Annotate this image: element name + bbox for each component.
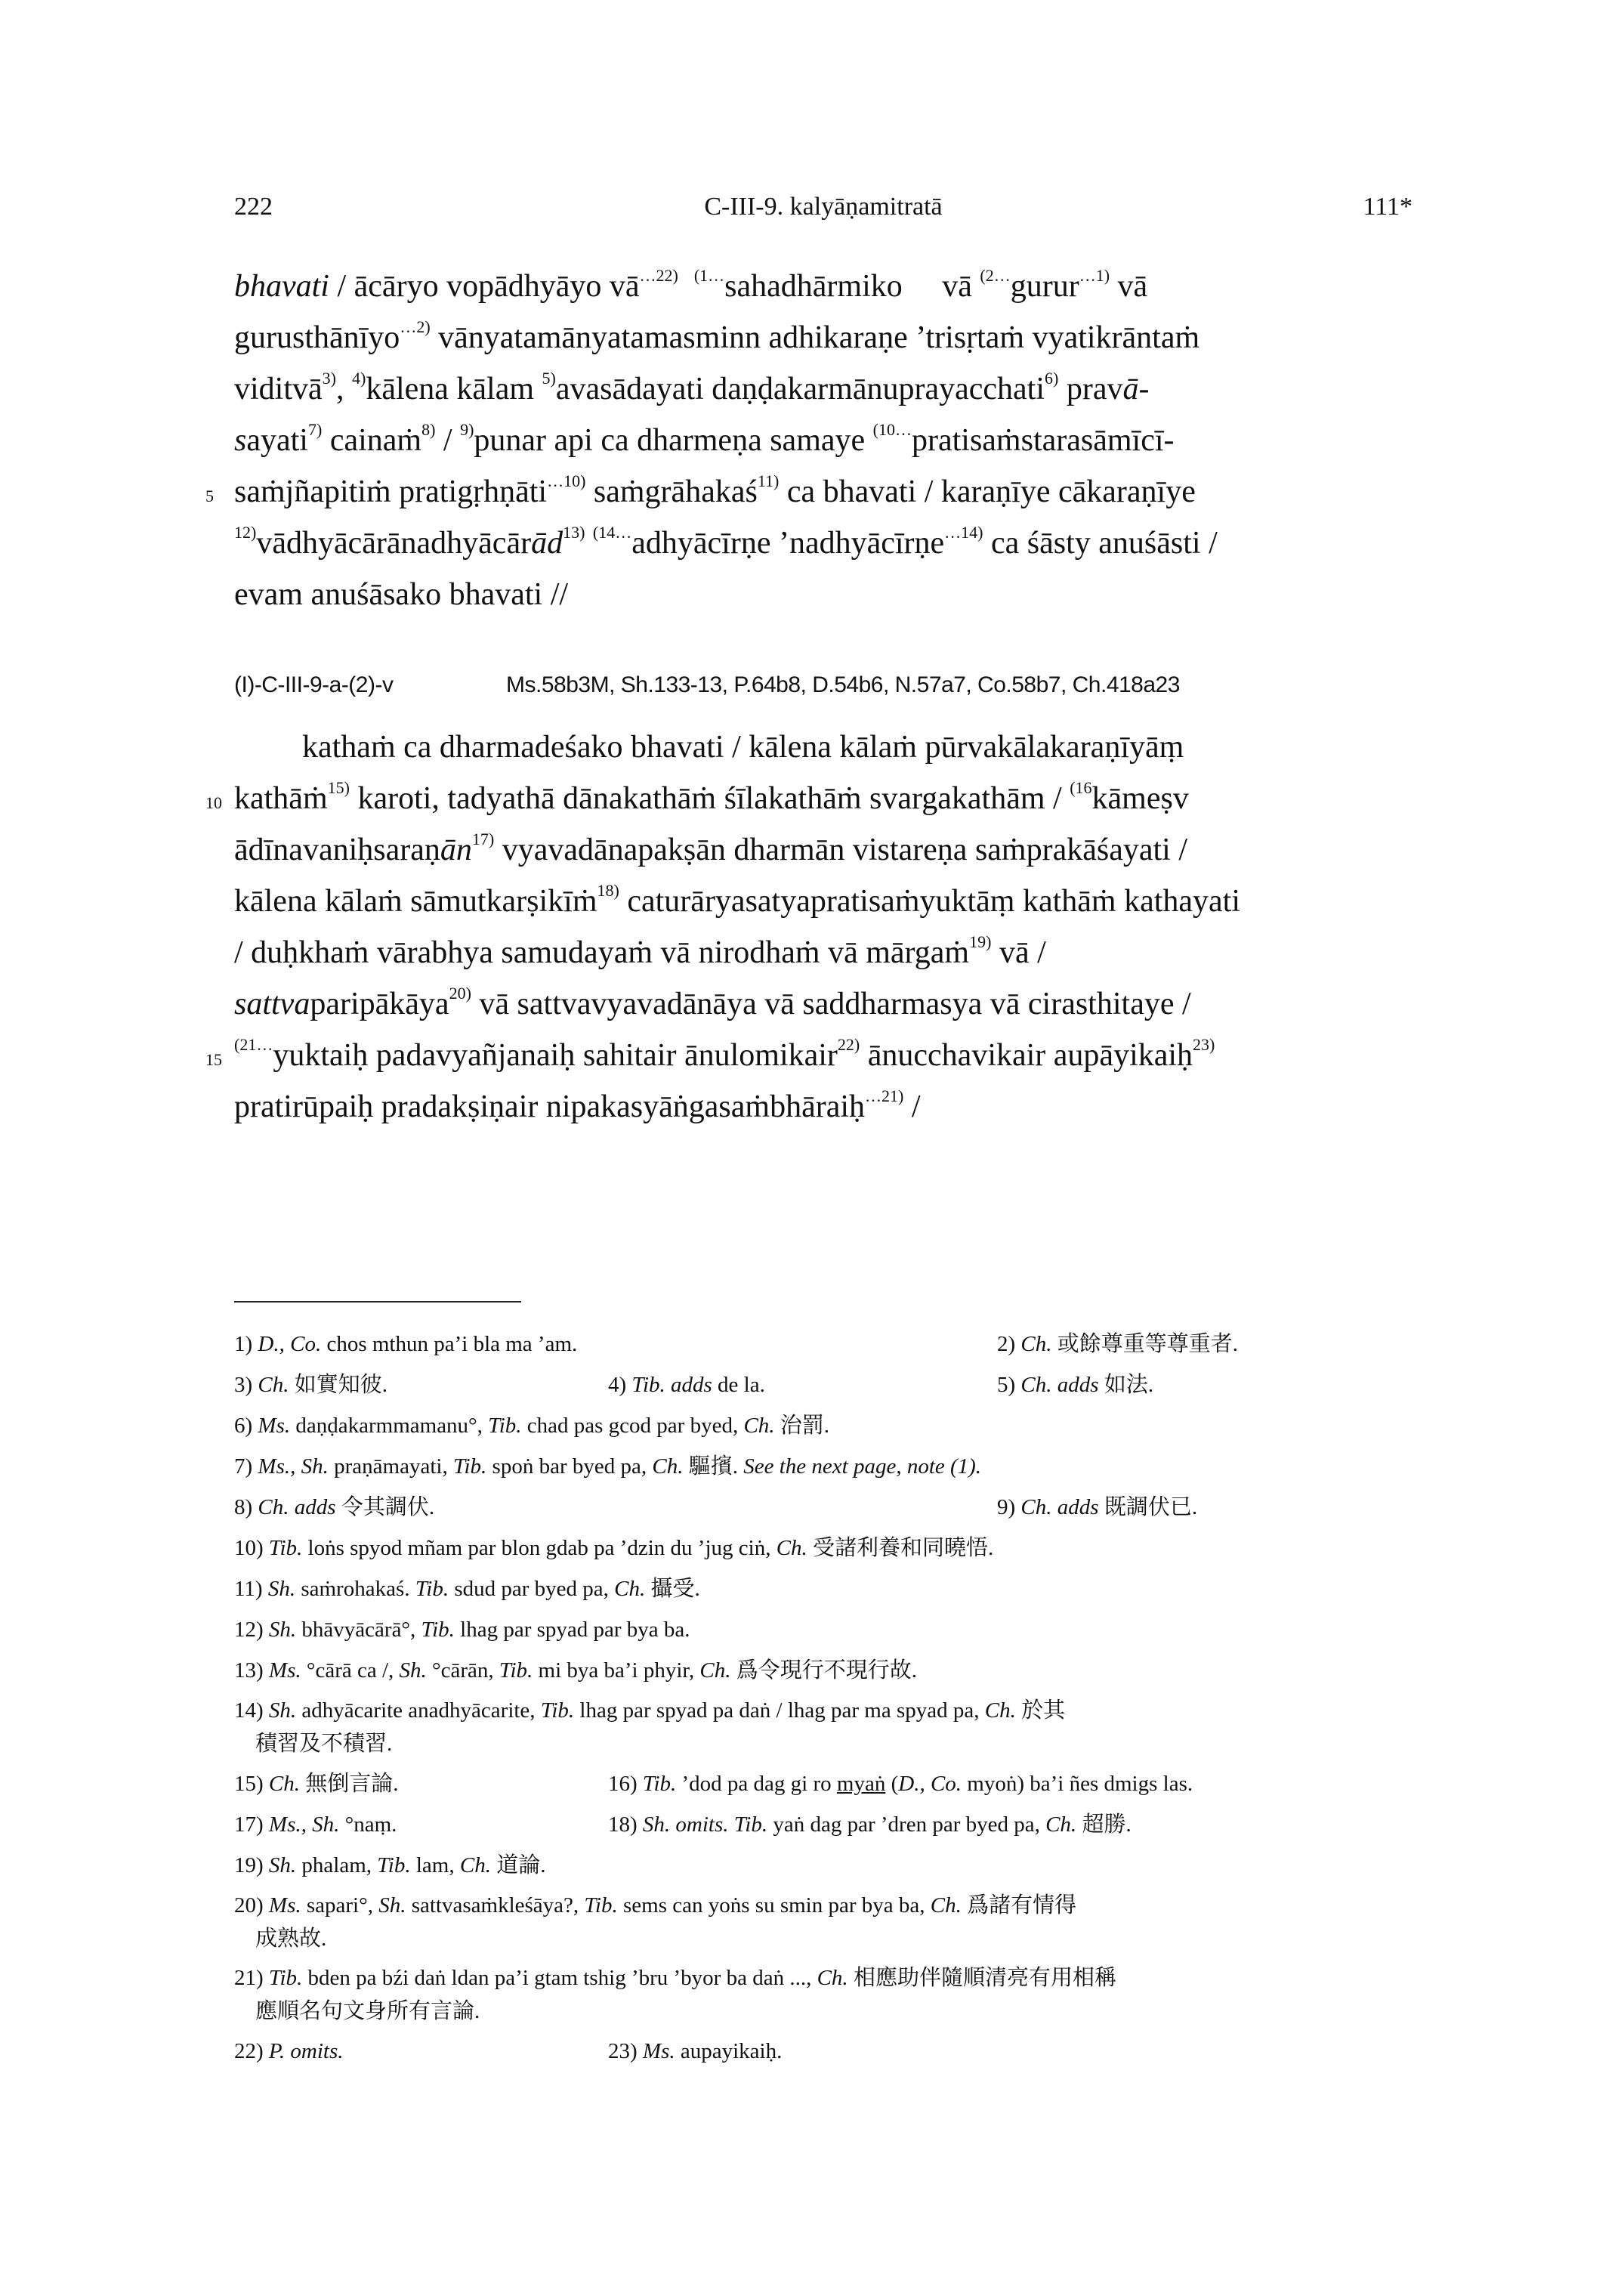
paragraph1-line-text: sayati$^{7)}$ cainaṁ$^{8)}$ / $^{9)}$punar api ca dharmeṇa samaye $^{(10\dots}$pratisaṁstarasāmīcī- bbox=[234, 420, 1175, 458]
footnote-continuation: 積習及不積習. bbox=[255, 1732, 393, 1756]
footnotes bbox=[234, 1324, 1428, 2072]
footnote: 20) Ms. sapari°, Sh. sattvasaṁkleśāya?, Tib. sems can yoṅs su smin par bya ba, Ch. 爲諸有情得 成熟故. bbox=[234, 1886, 1428, 1955]
footnote: 21) Tib. bden pa bźi daṅ ldan pa’i gtam tshig ’bru ’byor ba daṅ ..., Ch. 相應助伴隨順清亮有用相稱 應順名句文身所有言論. bbox=[234, 1958, 1428, 2028]
footnote: 3) Ch. 如實知彼. bbox=[234, 1373, 388, 1397]
footnote-row bbox=[234, 1763, 1428, 1804]
footnote: 5) Ch. adds 如法. bbox=[997, 1373, 1154, 1397]
line-number: 15 bbox=[205, 1050, 222, 1069]
footnote: 2) Ch. 或餘尊重等尊重者. bbox=[997, 1332, 1239, 1356]
paragraph2-line bbox=[234, 824, 1413, 876]
paragraph1-line bbox=[234, 415, 1413, 466]
line-number: 5 bbox=[205, 487, 214, 505]
paragraph2-line-text: / duḥkhaṁ vārabhya samudayaṁ vā nirodhaṁ vā mārgaṁ$^{19)}$ vā / bbox=[234, 932, 1046, 970]
paragraph1-line bbox=[205, 466, 1413, 518]
paragraph1-line-text: gurusthānīyo$^{\dots 2)}$ vānyatamānyatamasminn adhikaraṇe ’trisṛtaṁ vyatikrāntaṁ bbox=[234, 317, 1200, 355]
line-number: 10 bbox=[205, 793, 222, 812]
footnote: 16) Tib. ’dod pa dag gi ro myaṅ (D., Co. myoṅ) ba’i ñes dmigs las. bbox=[608, 1772, 1193, 1796]
paragraph1-line-text: $^{12)}$vādhyācārānadhyācārād$^{13)}$ $^{(14\dots}$adhyācīrṇe ’nadhyācīrṇe$^{\dots 14)}$ ca śāsty anuśāsti / bbox=[234, 523, 1218, 561]
footnote-row bbox=[234, 1609, 1428, 1650]
footnote-row bbox=[234, 1691, 1428, 1763]
paragraph2-line-text: ādīnavaniḥsaraṇān$^{17)}$ vyavadānapakṣān dharmān vistareṇa saṁprakāśayati / bbox=[234, 830, 1188, 867]
footnote-row bbox=[234, 1650, 1428, 1691]
paragraph2-line-text: kathāṁ$^{15)}$ karoti, tadyathā dānakathāṁ śīlakathāṁ svargakathām / $^{(16}$kāmeṣv bbox=[234, 778, 1189, 816]
sanskrit-paragraph-1 bbox=[205, 261, 1413, 620]
footnote: 14) Sh. adhyācarite anadhyācarite, Tib. lhag par spyad pa daṅ / lhag par ma spyad pa, Ch. 於其 積習及不積習. bbox=[234, 1691, 1428, 1760]
paragraph1-line-text: evam anuśāsako bhavati // bbox=[234, 577, 569, 612]
footnote: 6) Ms. daṇḍakarmmamanu°, Tib. chad pas gcod par byed, Ch. 治罰. bbox=[234, 1414, 830, 1438]
paragraph1-line bbox=[234, 261, 1413, 312]
sanskrit-paragraph-2 bbox=[205, 722, 1413, 1133]
running-head bbox=[234, 193, 1413, 230]
footnote: 8) Ch. adds 令其調伏. bbox=[234, 1495, 435, 1519]
footnote-continuation: 成熟故. bbox=[255, 1927, 327, 1951]
footnote: 7) Ms., Sh. praṇāmayati, Tib. spoṅ bar byed pa, Ch. 驅擯. See the next page, note (1). bbox=[234, 1454, 982, 1479]
paragraph2-line bbox=[234, 978, 1413, 1030]
footnote: 23) Ms. aupayikaiḥ. bbox=[608, 2039, 783, 2063]
footnote: 1) D., Co. chos mthun pa’i bla ma ’am. bbox=[234, 1332, 578, 1356]
footnote-row bbox=[234, 1364, 1428, 1405]
paragraph2-line bbox=[205, 1030, 1413, 1081]
section-heading bbox=[234, 672, 1413, 710]
footnote: 12) Sh. bhāvyācārā°, Tib. lhag par spyad par bya ba. bbox=[234, 1618, 690, 1642]
footnote-row bbox=[234, 1958, 1428, 2031]
footnote-continuation: 應順名句文身所有言論. bbox=[255, 1999, 480, 2023]
footnote: 13) Ms. °cārā ca /, Sh. °cārān, Tib. mi bya ba’i phyir, Ch. 爲令現行不現行故. bbox=[234, 1658, 917, 1683]
footnote: 15) Ch. 無倒言論. bbox=[234, 1772, 399, 1796]
paragraph2-line-text: pratirūpaiḥ pradakṣiṇair nipakasyāṅgasaṁbhāraiḥ$^{\dots 21)}$ / bbox=[234, 1086, 921, 1124]
paragraph1-line-text: saṁjñapitiṁ pratigṛhṇāti$^{\dots 10)}$ saṁgrāhakaś$^{11)}$ ca bhavati / karaṇīye cākaraṇīye bbox=[234, 471, 1196, 509]
footnote-row bbox=[234, 1804, 1428, 1845]
page-number: 222 bbox=[234, 193, 273, 221]
footnote-row bbox=[234, 1446, 1428, 1487]
paragraph1-line-text: viditvā$^{3)}$, $^{4)}$kālena kālam $^{5)}$avasādayati daṇḍakarmānuprayacchati$^{6)}$ pravā- bbox=[234, 369, 1150, 406]
paragraph2-line bbox=[234, 1081, 1413, 1133]
paragraph2-line-text: $^{(21\dots}$yuktaiḥ padavyañjanaiḥ sahitair ānulomikair$^{22)}$ ānucchavikair aupāyikaiḥ$^{23)}$ bbox=[234, 1035, 1215, 1073]
section-id: (I)-C-III-9-a-(2)-v bbox=[234, 672, 394, 697]
paragraph1-line bbox=[234, 569, 1413, 620]
footnote-row bbox=[234, 1845, 1428, 1886]
paragraph1-line bbox=[234, 312, 1413, 363]
footnote: 10) Tib. loṅs spyod mñam par blon gdab pa ’dzin du ’jug ciṅ, Ch. 受諸利養和同曉悟. bbox=[234, 1536, 994, 1560]
folio-number: 111* bbox=[1363, 193, 1413, 221]
footnote: 9) Ch. adds 既調伏已. bbox=[997, 1495, 1198, 1519]
footnote: 22) P. omits. bbox=[234, 2039, 344, 2063]
footnote: 11) Sh. saṁrohakaś. Tib. sdud par byed pa, Ch. 攝受. bbox=[234, 1577, 700, 1601]
footnote-row bbox=[234, 1324, 1428, 1364]
footnote: 4) Tib. adds de la. bbox=[608, 1373, 765, 1397]
paragraph2-line-text: sattvaparipākāya$^{20)}$ vā sattvavyavadānāya vā saddharmasya vā cirasthitaye / bbox=[234, 984, 1191, 1021]
footnote: 19) Sh. phalam, Tib. lam, Ch. 道論. bbox=[234, 1853, 546, 1877]
paragraph2-line bbox=[205, 773, 1413, 824]
paragraph2-line-text: kathaṁ ca dharmadeśako bhavati / kālena kālaṁ pūrvakālakaraṇīyāṃ bbox=[302, 730, 1184, 765]
footnote-row bbox=[234, 1405, 1428, 1446]
paragraph2-line-text: kālena kālaṁ sāmutkarṣikīṁ$^{18)}$ caturāryasatyapratisaṁyuktāṃ kathāṁ kathayati bbox=[234, 881, 1241, 919]
footnote-divider bbox=[234, 1301, 521, 1303]
footnote-row bbox=[234, 1568, 1428, 1609]
paragraph1-line bbox=[234, 363, 1413, 415]
footnote-row bbox=[234, 2031, 1428, 2072]
footnote-row bbox=[234, 1528, 1428, 1568]
paragraph2-line bbox=[234, 722, 1413, 773]
paragraph2-line bbox=[234, 876, 1413, 927]
footnote: 18) Sh. omits. Tib. yaṅ dag par ’dren par byed pa, Ch. 超勝. bbox=[608, 1812, 1132, 1837]
paragraph1-line-text: bhavati / ācāryo vopādhyāyo $vā^{\dots 22)}$ $^{(1\dots}$sahadhārmiko vā $^{(2\dots}$gurur$^{\dots 1)}$ vā bbox=[234, 266, 1148, 304]
footnote-row bbox=[234, 1487, 1428, 1528]
chapter-title: C-III-9. kalyāṇamitratā bbox=[704, 193, 943, 221]
paragraph2-line bbox=[234, 927, 1413, 978]
manuscript-references: Ms.58b3M, Sh.133-13, P.64b8, D.54b6, N.57a7, Co.58b7, Ch.418a23 bbox=[506, 672, 1180, 697]
footnote-row bbox=[234, 1886, 1428, 1958]
footnote: 17) Ms., Sh. °naṃ. bbox=[234, 1812, 397, 1837]
paragraph1-line bbox=[234, 518, 1413, 569]
